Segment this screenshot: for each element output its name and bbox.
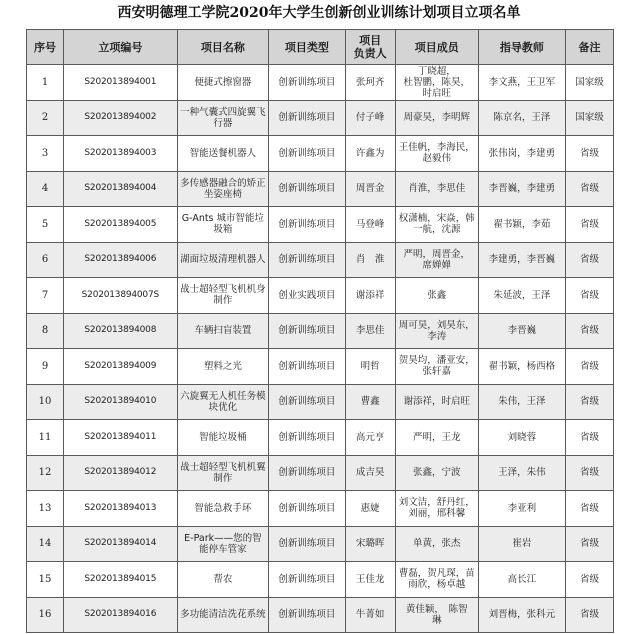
document-title: 西安明德理工学院2020年大学生创新创业训练计划项目立项名单 [117,5,521,21]
cell-project-name: 战士超轻型飞机机身制作 [177,278,269,314]
cell-leader: 惠婕 [345,491,395,527]
cell-level: 省级 [565,136,613,172]
header-name: 项目名称 [177,30,269,65]
cell-members: 严明，周晋金， 席婵婵 [395,242,478,278]
cell-members: 丁晓超， 杜智鹏，陈昊， 时启旺 [395,65,478,101]
header-type: 项目类型 [269,30,345,65]
cell-code: S202013894009 [64,349,177,385]
cell-level: 省级 [565,207,613,243]
cell-project-type: 创新训练项目 [269,420,345,456]
table-row [27,349,614,385]
cell-project-type: 创新训练项目 [269,349,345,385]
table-row [27,278,614,314]
cell-level: 省级 [565,313,613,349]
cell-code: S202013894014 [64,526,177,562]
cell-no: 11 [27,420,64,456]
table-header-row [27,30,614,65]
cell-project-name: 多传感器融合的矫正坐姿座椅 [177,171,269,207]
cell-advisor: 李文燕，王卫军 [478,65,565,101]
cell-project-type: 创新训练项目 [269,491,345,527]
cell-advisor: 张伟岗，李建勇 [478,136,565,172]
cell-leader: 明哲 [345,349,395,385]
table-row [27,100,614,136]
cell-project-type: 创新训练项目 [269,100,345,136]
cell-advisor: 王泽，朱伟 [478,455,565,491]
cell-leader: 张珂齐 [345,65,395,101]
table-row [27,420,614,456]
cell-no: 1 [27,65,64,101]
table-row [27,455,614,491]
cell-code: S202013894012 [64,455,177,491]
cell-members: 周可昊，刘昊东， 李涛 [395,313,478,349]
cell-advisor: 刘晋梅，张科元 [478,597,565,633]
cell-members: 黄佳颖， 陈智 琳 [395,597,478,633]
cell-advisor: 翟书颖，杨西格 [478,349,565,385]
cell-code: S202013894015 [64,562,177,598]
cell-project-type: 创新训练项目 [269,171,345,207]
cell-project-name: 车辆扫盲装置 [177,313,269,349]
cell-project-name: 湖面垃圾清理机器人 [177,242,269,278]
table-row [27,384,614,420]
cell-project-type: 创新训练项目 [269,65,345,101]
cell-leader: 牛菁如 [345,597,395,633]
cell-code: S202013894004 [64,171,177,207]
cell-code: S202013894008 [64,313,177,349]
cell-project-name: 多功能清洁洗花系统 [177,597,269,633]
cell-no: 13 [27,491,64,527]
project-table [26,29,614,633]
cell-no: 12 [27,455,64,491]
cell-code: S202013894013 [64,491,177,527]
cell-members: 单黄，张杰 [395,526,478,562]
cell-code: S202013894005 [64,207,177,243]
cell-no: 5 [27,207,64,243]
cell-level: 省级 [565,171,613,207]
table-row [27,313,614,349]
cell-project-name: 便捷式擦窗器 [177,65,269,101]
table-row [27,171,614,207]
cell-leader: 谢添祥 [345,278,395,314]
cell-advisor: 翟书颖，李茹 [478,207,565,243]
cell-members: 张鑫 [395,278,478,314]
cell-level: 省级 [565,420,613,456]
cell-project-type: 创新训练项目 [269,455,345,491]
cell-no: 4 [27,171,64,207]
cell-advisor: 高长江 [478,562,565,598]
cell-members: 贺昊均，潘亚安， 张轩嘉 [395,349,478,385]
header-members: 项目成员 [395,30,478,65]
cell-advisor: 朱伟，王泽 [478,384,565,420]
cell-leader: 宋璐晖 [345,526,395,562]
cell-project-type: 创业实践项目 [269,278,345,314]
cell-level: 国家级 [565,65,613,101]
cell-advisor: 崔岩 [478,526,565,562]
cell-code: S202013894007S [64,278,177,314]
cell-project-type: 创新训练项目 [269,207,345,243]
cell-no: 3 [27,136,64,172]
cell-members: 谢添祥，时启旺 [395,384,478,420]
cell-project-name: 六旋翼无人机任务模块优化 [177,384,269,420]
cell-leader: 马登峰 [345,207,395,243]
cell-project-name: 帮农 [177,562,269,598]
cell-leader: 肖 淮 [345,242,395,278]
table-row [27,597,614,633]
table-row [27,242,614,278]
cell-no: 16 [27,597,64,633]
cell-level: 省级 [565,597,613,633]
cell-project-type: 创新训练项目 [269,562,345,598]
table-row [27,65,614,101]
cell-level: 省级 [565,491,613,527]
cell-members: 张鑫，宁波 [395,455,478,491]
header-leader: 项目 负责人 [345,30,395,65]
cell-leader: 曹鑫 [345,384,395,420]
cell-project-name: 一种气囊式四旋翼飞行器 [177,100,269,136]
cell-no: 8 [27,313,64,349]
cell-project-type: 创新训练项目 [269,313,345,349]
cell-advisor: 李晋巍，李建勇 [478,171,565,207]
cell-advisor: 李建勇，李晋巍 [478,242,565,278]
cell-level: 国家级 [565,100,613,136]
cell-code: S202013894006 [64,242,177,278]
table-row [27,526,614,562]
header-advisor: 指导教师 [478,30,565,65]
cell-no: 2 [27,100,64,136]
table-row [27,207,614,243]
cell-no: 6 [27,242,64,278]
header-code: 立项编号 [64,30,177,65]
cell-leader: 许鑫为 [345,136,395,172]
cell-level: 省级 [565,242,613,278]
cell-level: 省级 [565,278,613,314]
cell-project-name: 战士超轻型飞机机翼制作 [177,455,269,491]
cell-members: 权潇楠，宋焱，韩 一航，沈源 [395,207,478,243]
cell-members: 严明，王龙 [395,420,478,456]
cell-advisor: 李晋巍 [478,313,565,349]
cell-code: S202013894016 [64,597,177,633]
cell-project-name: G-Ants 城市智能垃圾箱 [177,207,269,243]
cell-no: 15 [27,562,64,598]
cell-project-name: 智能送餐机器人 [177,136,269,172]
cell-level: 省级 [565,384,613,420]
cell-project-name: 塑料之光 [177,349,269,385]
cell-level: 省级 [565,349,613,385]
table-row [27,562,614,598]
cell-project-name: 智能垃圾桶 [177,420,269,456]
cell-advisor: 陈京名，王泽 [478,100,565,136]
cell-leader: 王佳龙 [345,562,395,598]
cell-project-name: E-Park——您的智能停车管家 [177,526,269,562]
header-note: 备注 [565,30,613,65]
cell-code: S202013894002 [64,100,177,136]
cell-level: 省级 [565,526,613,562]
cell-project-type: 创新训练项目 [269,597,345,633]
cell-code: S202013894011 [64,420,177,456]
cell-project-type: 创新训练项目 [269,384,345,420]
cell-no: 9 [27,349,64,385]
cell-project-type: 创新训练项目 [269,242,345,278]
cell-leader: 李思佳 [345,313,395,349]
cell-project-type: 创新训练项目 [269,136,345,172]
cell-members: 肖淮，李思佳 [395,171,478,207]
cell-no: 10 [27,384,64,420]
cell-level: 省级 [565,455,613,491]
cell-leader: 周晋金 [345,171,395,207]
cell-no: 14 [27,526,64,562]
cell-leader: 高元亨 [345,420,395,456]
cell-code: S202013894001 [64,65,177,101]
header-no: 序号 [27,30,64,65]
cell-code: S202013894010 [64,384,177,420]
cell-advisor: 李亚利 [478,491,565,527]
cell-level: 省级 [565,562,613,598]
cell-members: 刘文洁，舒丹红， 刘丽，邢科馨 [395,491,478,527]
table-row [27,136,614,172]
cell-advisor: 朱延波，王泽 [478,278,565,314]
cell-members: 周豪昊，李明辉 [395,100,478,136]
cell-code: S202013894003 [64,136,177,172]
cell-members: 王佳帆，李海民， 赵毅伟 [395,136,478,172]
cell-members: 曹磊，贺凡琛，苗 雨欣，杨卓越 [395,562,478,598]
cell-project-name: 智能急救手环 [177,491,269,527]
cell-leader: 付子峰 [345,100,395,136]
cell-leader: 成吉昊 [345,455,395,491]
table-row [27,491,614,527]
cell-no: 7 [27,278,64,314]
cell-project-type: 创新训练项目 [269,526,345,562]
cell-advisor: 刘晓蓉 [478,420,565,456]
